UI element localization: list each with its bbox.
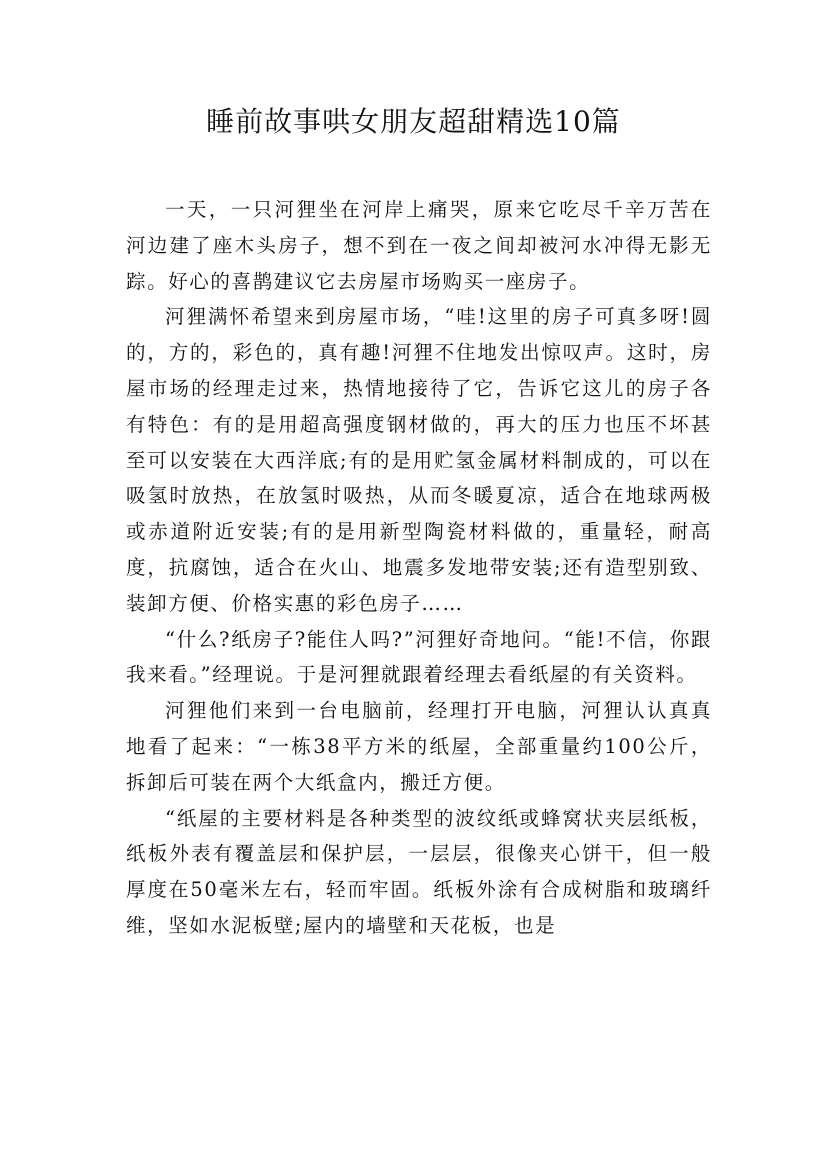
document-body bbox=[126, 192, 712, 944]
paragraph: “什么?纸房子?能住人吗?”河狸好奇地问。“能!不信，你跟我来看。”经理说。于是河狸就跟着经理去看纸屋的有关资料。 bbox=[126, 627, 712, 687]
paragraph: 一天，一只河狸坐在河岸上痛哭，原来它吃尽千辛万苦在河边建了座木头房子，想不到在一夜之间却被河水冲得无影无踪。好心的喜鹊建议它去房屋市场购买一座房子。 bbox=[126, 198, 712, 293]
paragraph: 河狸他们来到一台电脑前，经理打开电脑，河狸认认真真地看了起来：“一栋38平方米的纸屋，全部重量约100公斤，拆卸后可装在两个大纸盒内，搬迁方便。 bbox=[126, 699, 712, 794]
document-title: 睡前故事哄女朋友超甜精选10篇 bbox=[206, 105, 621, 138]
paragraph: “纸屋的主要材料是各种类型的波纹纸或蜂窝状夹层纸板，纸板外表有覆盖层和保护层，一层层，很像夹心饼干，但一般厚度在50毫米左右，轻而牢固。纸板外涂有合成树脂和玻璃纤维，坚如水泥板壁;屋内的墙壁和天花板，也是 bbox=[126, 806, 712, 937]
paragraph: 河狸满怀希望来到房屋市场，“哇!这里的房子可真多呀!圆的，方的，彩色的，真有趣!河狸不住地发出惊叹声。这时，房屋市场的经理走过来，热情地接待了它，告诉它这儿的房子各有特色：有的是用超高强度钢材做的，再大的压力也压不坏甚至可以安装在大西洋底;有的是用贮氢金属材料制成的，可以在吸氢时放热，在放氢时吸热，从而冬暖夏凉，适合在地球两极或赤道附近安装;有的是用新型陶瓷材料做的，重量轻，耐高度，抗腐蚀，适合在火山、地震多发地带安装;还有造型别致、装卸方便、价格实惠的彩色房子…… bbox=[126, 305, 712, 615]
